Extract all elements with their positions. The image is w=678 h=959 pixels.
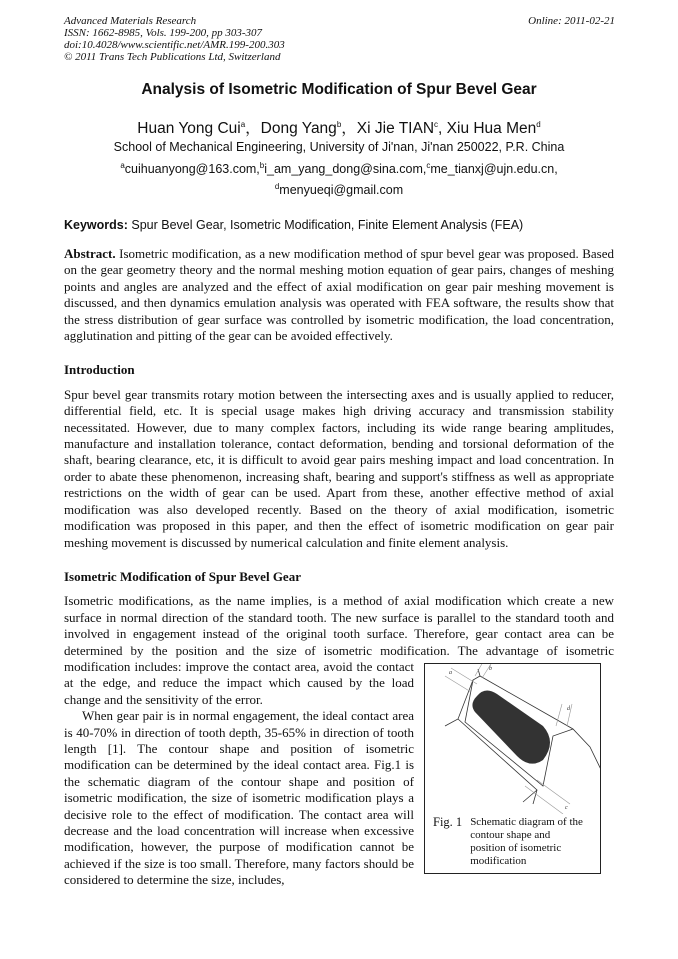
author-affiliation-mark: a	[240, 119, 246, 129]
author	[447, 120, 541, 137]
author-name: Dong Yang	[260, 120, 337, 137]
introduction-paragraph: Spur bevel gear transmits rotary motion between the intersecting axes and is usually applied to reducer, differential field, etc. It is special usage makes high driving accuracy and transmission stability necessitated. However, due to many complex factors, including its wide range bearing amplitudes, manufacture and installation tolerance, contact deformation, bending and torsional deformation of the shaft, bearing clearance, etc, it is difficult to avoid gear pairs meshing impact and load concentration. In order to abate these phenomenon, increasing shaft, bearing and support's stiffness as well as appropriate restrictions on the width of gear can be used. Apart from these, another effective method of axial modification was also developed recently. Based on the theory of axial modification, isometric modification was proposed in this paper, and then the effect of isometric modification on gear pair meshing movement is discussed by numerical calculation and finite element analysis.	[64, 386, 614, 550]
figure-caption	[433, 816, 588, 868]
email-mark: c	[426, 161, 431, 170]
author-separator: ,	[438, 120, 447, 137]
author	[137, 120, 260, 137]
paper-title: Analysis of Isometric Modification of Spur Bevel Gear	[141, 81, 537, 98]
email-address[interactable]: i_am_yang_dong@sina.com,	[264, 162, 427, 177]
figure-1	[424, 663, 601, 874]
doi: doi:10.4028/www.scientific.net/AMR.199-200.303	[64, 39, 285, 51]
abstract-label: Abstract.	[64, 246, 116, 261]
issn: ISSN: 1662-8985, Vols. 199-200, pp 303-307	[64, 27, 262, 39]
authors	[0, 116, 678, 138]
email[interactable]	[426, 162, 557, 176]
keywords	[64, 218, 523, 232]
figure-caption-text: Schematic diagram of the contour shape and position of isometric modification	[470, 815, 583, 867]
paragraph-1b: modification includes: improve the contact area, avoid the contact at the edge, and reduce the impact which caused by the load change and the sensitivity of the error.	[64, 658, 414, 707]
abstract-text: Isometric modification, as a new modification method of spur bevel gear was proposed. Based on the gear geometry theory and the normal meshing motion equation of gear pairs, changes of meshing points and angles are analyzed and the effect of axial modification on gear pair meshing movement is discussed, and then dynamics emulation analysis was operated with FEA software, the results show that the stress distribution of gear surface was controlled by isometric modification, the load concentration, agglutination and pitting of the gear can be avoided effectively.	[64, 246, 614, 344]
email-mark: b	[259, 161, 265, 170]
affiliation: School of Mechanical Engineering, University of Ji'nan, Ji'nan 250022, P.R. China	[113, 140, 565, 154]
journal-name: Advanced Materials Research	[64, 15, 197, 27]
paragraph-1a: Isometric modifications, as the name implies, is a method of axial modification which create a new surface in normal direction of the standard tooth. The new surface is parallel to the standard tooth and involved in engagement instead of the original tooth surface. Therefore, gear contact area can be determined by the position and the size of isometric modification. The advantage of isometric	[64, 593, 614, 658]
online-date: Online: 2011-02-21	[528, 15, 615, 27]
author-name: Xi Jie TIAN	[356, 120, 435, 137]
dim-label-d: d	[567, 705, 570, 712]
emails-line-1	[0, 161, 678, 176]
email-address[interactable]: menyueqi@gmail.com	[279, 183, 404, 198]
dim-label-c: c	[565, 804, 568, 811]
copyright: © 2011 Trans Tech Publications Ltd, Switzerland	[64, 51, 281, 63]
section-heading-introduction: Introduction	[64, 362, 135, 378]
author-name: Xiu Hua Men	[446, 120, 537, 137]
keywords-label: Keywords:	[64, 218, 128, 232]
email-mark: a	[120, 161, 125, 170]
dim-label-b: b	[489, 665, 492, 672]
emails-line-2	[0, 182, 678, 197]
email[interactable]	[260, 162, 427, 176]
author-separator: ，	[341, 120, 357, 137]
gear-tooth-diagram	[425, 664, 600, 814]
author-separator: ，	[245, 120, 261, 137]
paragraph-2: When gear pair is in normal engagement, the ideal contact area is 40-70% in direction of tooth depth, 35-65% in direction of tooth length [1]. The contour shape and position of isometric modification can be determined by the ideal contact area. Fig.1 is the schematic diagram of the contour shape and position of isometric modification, the size of isometric modification plays a decisive role to the effect of modification. The contact area will decrease and the load concentration will increase when excessive modification, however, the purpose of modification cannot be achieved if the size is too small. Therefore, many factors should be considered to determine the size, includes,	[64, 708, 414, 888]
email-address[interactable]: me_tianxj@ujn.edu.cn,	[430, 162, 558, 177]
email-mark: d	[274, 182, 280, 191]
author	[261, 120, 357, 137]
author-name: Huan Yong Cui	[137, 120, 241, 137]
body-flow	[64, 246, 614, 889]
section-heading-isometric: Isometric Modification of Spur Bevel Gear	[64, 568, 301, 584]
email[interactable]	[275, 183, 403, 197]
author	[357, 120, 447, 137]
keywords-text: Spur Bevel Gear, Isometric Modification, Finite Element Analysis (FEA)	[127, 218, 524, 232]
contact-area	[472, 690, 550, 763]
author-affiliation-mark: b	[336, 119, 342, 129]
email[interactable]	[120, 162, 259, 176]
abstract	[64, 246, 614, 344]
figure-label: Fig. 1	[433, 814, 463, 829]
email-address[interactable]: cuihuanyong@163.com,	[124, 162, 260, 177]
author-affiliation-mark: c	[434, 119, 439, 129]
dim-label-a: a	[449, 669, 452, 676]
journal-header	[64, 15, 285, 63]
author-affiliation-mark: d	[536, 119, 541, 129]
